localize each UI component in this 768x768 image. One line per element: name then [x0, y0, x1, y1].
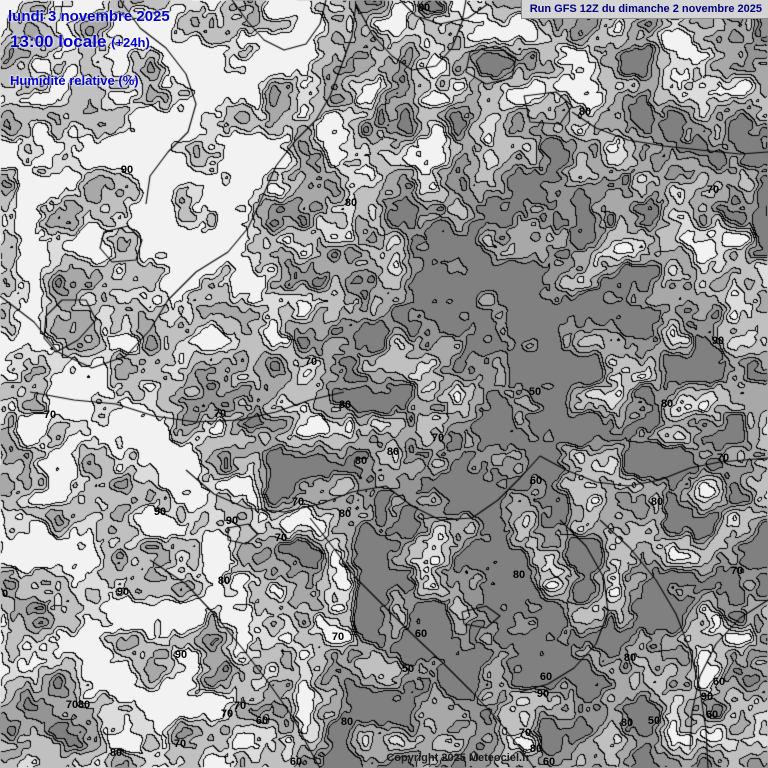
isoline-label: 50	[401, 663, 415, 675]
isoline-label: 70	[331, 631, 345, 643]
isoline-label: 80	[620, 717, 634, 729]
isoline-label: 80	[660, 398, 674, 410]
isoline-label: 60	[712, 676, 726, 688]
isoline-label: 80	[354, 455, 368, 467]
isoline-label: 80	[623, 652, 637, 664]
parameter-label: Humidité relative (%)	[10, 73, 139, 88]
isoline-label: 90	[116, 586, 130, 598]
isoline-label: 80	[417, 2, 431, 14]
isoline-label: 60	[529, 475, 543, 487]
isoline-label: 80	[109, 747, 123, 759]
isoline-label: 60	[414, 628, 428, 640]
copyright-label: Copyright 2025 Meteociel.fr	[386, 752, 530, 764]
model-run-label: Run GFS 12Z du dimanche 2 novembre 2025	[521, 0, 768, 19]
isoline-label: 90	[153, 506, 167, 518]
isoline-label: 50	[647, 715, 661, 727]
isoline-label: 70	[65, 699, 79, 711]
isoline-label: 60	[255, 715, 269, 727]
isoline-label: 70	[274, 532, 288, 544]
isoline-label: 80	[340, 716, 354, 728]
isoline-label: 60	[539, 671, 553, 683]
isoline-label: 80	[217, 575, 231, 587]
isoline-label: 80	[578, 106, 592, 118]
isoline-label: 70	[431, 432, 445, 444]
isoline-label: 50	[528, 386, 542, 398]
isoline-label: 90	[120, 164, 134, 176]
isoline-label: 70	[213, 408, 227, 420]
isoline-label: 80	[512, 569, 526, 581]
isoline-label: 70	[716, 452, 730, 464]
isoline-label: 60	[705, 709, 719, 721]
isoline-label: 70	[173, 738, 187, 750]
isoline-label: 90	[711, 335, 725, 347]
isoline-label: 0	[1, 588, 9, 600]
isoline-label: 70	[730, 565, 744, 577]
isoline-label: 90	[225, 515, 239, 527]
forecast-time-label	[10, 32, 150, 52]
isoline-label: 70	[291, 496, 305, 508]
forecast-offset-value: (+24h)	[111, 35, 150, 50]
isoline-label: 70	[304, 356, 318, 368]
isoline-label: 70	[43, 409, 57, 421]
isoline-label: 80	[529, 743, 543, 755]
isoline-label: 90	[174, 649, 188, 661]
isoline-label: 70	[233, 700, 247, 712]
isoline-label: 80	[386, 446, 400, 458]
isoline-label: 80	[344, 197, 358, 209]
isoline-label: 90	[536, 688, 550, 700]
forecast-time-value: 13:00 locale	[10, 32, 107, 51]
isoline-label: 70	[518, 727, 532, 739]
isoline-label: 80	[650, 496, 664, 508]
isoline-label: 90	[700, 691, 714, 703]
isoline-label: 60	[542, 756, 556, 768]
isoline-label: 80	[77, 699, 91, 711]
isoline-label: 80	[338, 508, 352, 520]
isoline-label: 70	[706, 184, 720, 196]
forecast-date-label: lundi 3 novembre 2025	[8, 8, 170, 25]
isoline-label: 70	[220, 708, 234, 720]
isoline-label: 60	[289, 756, 303, 768]
isoline-label: 80	[338, 399, 352, 411]
